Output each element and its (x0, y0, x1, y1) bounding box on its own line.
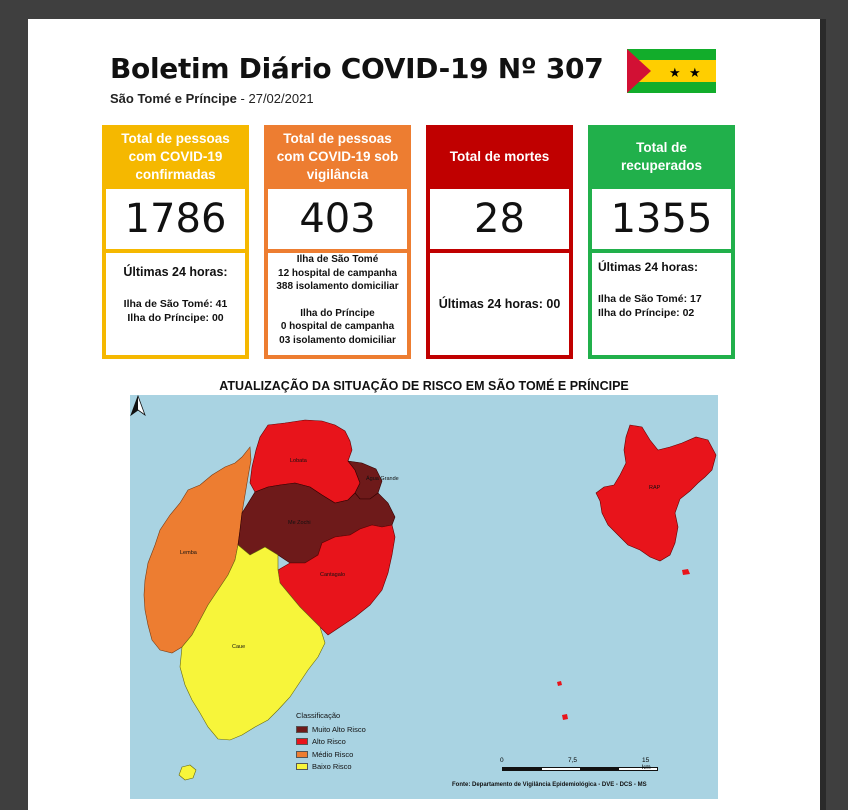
map-scale-bar (502, 757, 658, 771)
recovered-details (592, 253, 731, 355)
deaths-title: Total de mortes (449, 148, 550, 164)
svg-text:★: ★ (669, 66, 681, 81)
deaths-details (430, 253, 569, 355)
confirmed-total: 1786 (106, 189, 245, 249)
label-caue: Caue (232, 644, 246, 650)
scale-tick-0: 0 (500, 757, 504, 764)
surveillance-card (264, 125, 411, 359)
label-lobata: Lobata (290, 458, 307, 464)
legend-swatch (296, 763, 308, 770)
page-subtitle (110, 91, 314, 106)
label-agua-grande: Água Grande (366, 476, 399, 482)
confirmed-details (106, 253, 245, 355)
legend-label: Baixo Risco (312, 762, 352, 772)
risk-map (130, 395, 718, 799)
recovered-last24-label: Últimas 24 horas: (598, 260, 699, 274)
recovered-card (588, 125, 735, 359)
label-cantagalo: Cantagalo (320, 572, 346, 578)
surveillance-pr-home: 03 isolamento domiciliar (279, 334, 396, 346)
islet-3 (562, 714, 568, 720)
deaths-last24: Últimas 24 horas: 00 (438, 297, 561, 311)
sao-tome-flag-icon (627, 49, 716, 93)
page-shadow (820, 19, 826, 810)
legend-item-low (296, 761, 366, 774)
legend-label: Muito Alto Risco (312, 724, 366, 734)
recovered-total: 1355 (592, 189, 731, 249)
legend-item-medium (296, 748, 366, 761)
page-title: Boletim Diário COVID-19 Nº 307 (110, 52, 604, 85)
scale-tick-1: 7,5 (568, 757, 578, 764)
surveillance-pr-header: Ilha do Príncipe (300, 307, 375, 319)
legend-label: Médio Risco (312, 749, 354, 759)
district-rap (596, 425, 716, 561)
scale-tick-2: 15 km (642, 757, 651, 771)
surveillance-total: 403 (268, 189, 407, 249)
recovered-title: Total de recuperados (620, 139, 703, 173)
surveillance-details (268, 253, 407, 355)
svg-text:★: ★ (689, 66, 701, 81)
bulletin-page (28, 19, 820, 810)
label-me-zochi: Me Zochi (288, 520, 311, 526)
risk-map-drawing (130, 395, 718, 799)
confirmed-last24-label: Últimas 24 horas: (123, 265, 228, 279)
islet-2 (557, 681, 562, 686)
label-lemba: Lemba (180, 550, 197, 556)
surveillance-st-header: Ilha de São Tomé (296, 254, 379, 265)
surveillance-pr-hospital: 0 hospital de campanha (280, 321, 395, 332)
north-arrow-icon (130, 395, 146, 417)
label-rap: RAP (649, 485, 661, 491)
legend-item-very-high (296, 723, 366, 736)
date-separator: - (236, 91, 249, 106)
recovered-sao-tome: Ilha de São Tomé: 17 (598, 293, 702, 305)
confirmed-sao-tome: Ilha de São Tomé: 41 (123, 298, 228, 310)
legend-swatch (296, 726, 308, 733)
map-legend (296, 711, 366, 773)
map-source: Fonte: Departamento de Vigilância Epidemiológica - DVE - DCS - MS (452, 782, 647, 788)
confirmed-principe: Ilha do Príncipe: 00 (127, 312, 224, 324)
legend-label: Alto Risco (312, 737, 346, 747)
surveillance-title: Total de pessoas com COVID-19 sob vigilância (276, 130, 399, 183)
surveillance-st-home: 388 isolamento domiciliar (276, 281, 399, 292)
surveillance-st-hospital: 12 hospital de campanha (278, 267, 397, 279)
legend-swatch (296, 751, 308, 758)
country-name: São Tomé e Príncipe (110, 91, 237, 106)
deaths-total: 28 (430, 189, 569, 249)
confirmed-card (102, 125, 249, 359)
legend-swatch (296, 738, 308, 745)
recovered-principe: Ilha do Príncipe: 02 (598, 307, 695, 319)
bulletin-date: 27/02/2021 (248, 91, 314, 106)
legend-item-high (296, 736, 366, 749)
legend-title: Classificação (296, 711, 341, 720)
deaths-card (426, 125, 573, 359)
islet-rolas (179, 765, 196, 780)
confirmed-title: Total de pessoas com COVID-19 confirmadas (121, 130, 230, 183)
islet-1 (682, 569, 690, 575)
map-title: ATUALIZAÇÃO DA SITUAÇÃO DE RISCO EM SÃO TOMÉ E PRÍNCIPE (219, 379, 629, 393)
